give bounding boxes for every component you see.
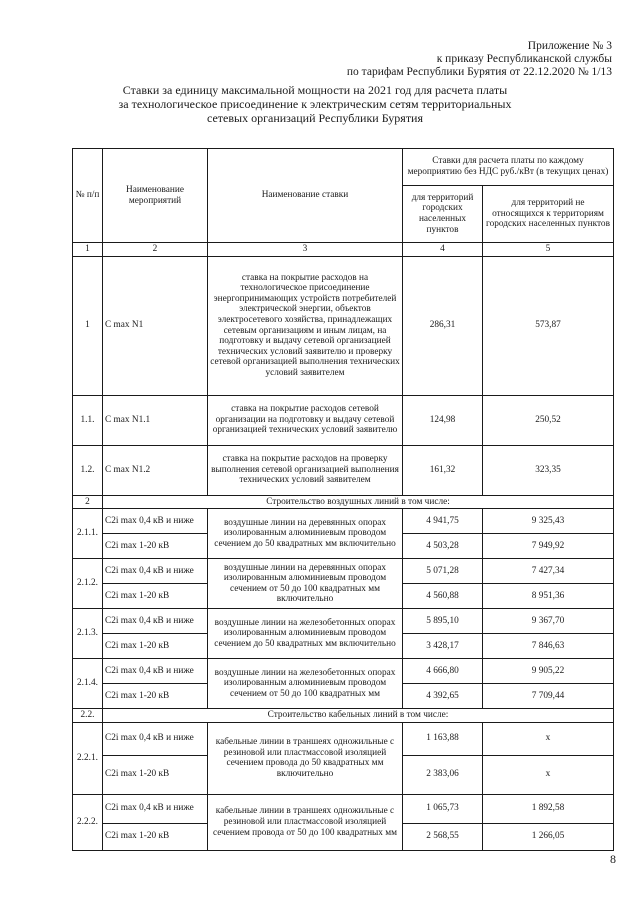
header-num: № п/п — [73, 149, 103, 243]
row-rate-name: кабельные линии в траншеях одножильные с резиновой или пластмассовой изоляцией сечением провода до 50 квадратных мм включительно — [208, 722, 403, 794]
row-event: C2i max 1-20 кВ — [103, 823, 208, 850]
table-row — [73, 509, 614, 534]
row-urban-value: 4 560,88 — [403, 584, 483, 609]
row-urban-value: 2 568,55 — [403, 823, 483, 850]
row-num: 2.1.2. — [73, 559, 103, 609]
row-rate-name: ставка на покрытие расходов на проверку выполнения сетевой организацией выполнения технических условий заявителем — [208, 445, 403, 495]
row-num: 2.1.1. — [73, 509, 103, 559]
row-urban-value: 1 163,88 — [403, 722, 483, 755]
table-row — [73, 256, 614, 395]
section-label: Строительство кабельных линий в том числе: — [103, 709, 614, 723]
row-event: C2i max 1-20 кВ — [103, 634, 208, 659]
table-header-row — [73, 149, 614, 186]
row-rural-value: x — [483, 722, 614, 755]
section-label: Строительство воздушных линий в том числе: — [103, 495, 614, 509]
row-rate-name: воздушные линии на деревянных опорах изолированным алюминиевым проводом сечением от 50 до 100 квадратных мм включительно — [208, 559, 403, 609]
row-urban-value: 4 941,75 — [403, 509, 483, 534]
table-row — [73, 445, 614, 495]
row-event: C2i max 0,4 кВ и ниже — [103, 722, 208, 755]
row-urban-value: 5 895,10 — [403, 609, 483, 634]
colnum: 3 — [208, 243, 403, 257]
table-row — [73, 395, 614, 445]
row-num: 1 — [73, 256, 103, 395]
row-rural-value: 7 949,92 — [483, 534, 614, 559]
table-row — [73, 659, 614, 684]
row-urban-value: 4 666,80 — [403, 659, 483, 684]
row-num: 1.1. — [73, 395, 103, 445]
row-urban-value: 4 392,65 — [403, 684, 483, 709]
row-event: C2i max 0,4 кВ и ниже — [103, 559, 208, 584]
colnum: 1 — [73, 243, 103, 257]
header-event: Наименование мероприятий — [103, 149, 208, 243]
colnum: 4 — [403, 243, 483, 257]
table-row — [73, 559, 614, 584]
title-line-3: сетевых организаций Республики Бурятия — [206, 111, 424, 125]
appendix-label: Приложение № 3 — [527, 40, 612, 52]
order-date-number: по тарифам Республики Бурятия от 22.12.2020 № 1/13 — [346, 66, 612, 78]
table-row — [73, 794, 614, 823]
row-rural-value: 1 892,58 — [483, 794, 614, 823]
row-rural-value: 573,87 — [483, 256, 614, 395]
row-event: C max N1 — [103, 256, 208, 395]
row-rural-value: 8 951,36 — [483, 584, 614, 609]
row-rural-value: 7 427,34 — [483, 559, 614, 584]
row-num: 2.1.4. — [73, 659, 103, 709]
row-rural-value: 9 367,70 — [483, 609, 614, 634]
row-event: C2i max 0,4 кВ и ниже — [103, 794, 208, 823]
document-title — [90, 83, 540, 125]
row-rural-value: 9 325,43 — [483, 509, 614, 534]
row-rate-name: воздушные линии на железобетонных опорах изолированным алюминиевым проводом сечением до 50 квадратных мм включительно — [208, 609, 403, 659]
row-event: C max N1.2 — [103, 445, 208, 495]
row-num: 2.2.1. — [73, 722, 103, 794]
header-rates-group: Ставки для расчета платы по каждому мероприятию без НДС руб./кВт (в текущих ценах) — [403, 149, 614, 186]
row-urban-value: 4 503,28 — [403, 534, 483, 559]
row-rural-value: 250,52 — [483, 395, 614, 445]
table-row — [73, 609, 614, 634]
row-rural-value: 7 846,63 — [483, 634, 614, 659]
row-rural-value: 323,35 — [483, 445, 614, 495]
header-rural: для территорий не относящихся к территориям городских населенных пунктов — [483, 186, 614, 243]
row-urban-value: 2 383,06 — [403, 755, 483, 794]
row-urban-value: 124,98 — [403, 395, 483, 445]
row-urban-value: 5 071,28 — [403, 559, 483, 584]
section-num: 2.2. — [73, 709, 103, 723]
page-number: 8 — [610, 852, 616, 866]
order-reference: к приказу Республиканской службы — [436, 53, 612, 65]
row-event: C2i max 0,4 кВ и ниже — [103, 659, 208, 684]
row-rate-name: ставка на покрытие расходов на технологическое присоединение энергопринимающих устройств потребителей электрической энергии, объектов электросетевого хозяйства, принадлежащих сетевым организациям и иным лицам, на подготовку и выдачу сетевой организацией технических условий заявителю и проверку сетевой организацией выполнения технических условий заявителем — [208, 256, 403, 395]
row-event: C max N1.1 — [103, 395, 208, 445]
header-rate-name: Наименование ставки — [208, 149, 403, 243]
column-number-row — [73, 243, 614, 257]
row-event: C2i max 1-20 кВ — [103, 684, 208, 709]
title-line-1: Ставки за единицу максимальной мощности на 2021 год для расчета платы — [122, 83, 508, 97]
row-rate-name: воздушные линии на железобетонных опорах изолированным алюминиевым проводом сечением от 50 до 100 квадратных мм — [208, 659, 403, 709]
row-event: C2i max 1-20 кВ — [103, 584, 208, 609]
row-rural-value: 7 709,44 — [483, 684, 614, 709]
colnum: 2 — [103, 243, 208, 257]
row-num: 2.1.3. — [73, 609, 103, 659]
row-urban-value: 1 065,73 — [403, 794, 483, 823]
section-row — [73, 709, 614, 723]
row-event: C2i max 0,4 кВ и ниже — [103, 509, 208, 534]
row-event: C2i max 1-20 кВ — [103, 755, 208, 794]
header-urban: для территорий городских населенных пунктов — [403, 186, 483, 243]
row-urban-value: 286,31 — [403, 256, 483, 395]
section-row — [73, 495, 614, 509]
row-event: C2i max 0,4 кВ и ниже — [103, 609, 208, 634]
colnum: 5 — [483, 243, 614, 257]
title-line-2: за технологическое присоединение к электрическим сетям территориальных — [118, 97, 512, 111]
row-rural-value: 9 905,22 — [483, 659, 614, 684]
document-header — [272, 40, 612, 79]
rates-table — [72, 148, 614, 851]
row-rate-name: ставка на покрытие расходов сетевой организации на подготовку и выдачу сетевой организацией технических условий заявителю — [208, 395, 403, 445]
row-urban-value: 161,32 — [403, 445, 483, 495]
table-row — [73, 722, 614, 755]
section-num: 2 — [73, 495, 103, 509]
row-num: 1.2. — [73, 445, 103, 495]
row-event: C2i max 1-20 кВ — [103, 534, 208, 559]
row-urban-value: 3 428,17 — [403, 634, 483, 659]
row-rural-value: 1 266,05 — [483, 823, 614, 850]
row-rate-name: воздушные линии на деревянных опорах изолированным алюминиевым проводом сечением до 50 квадратных мм включительно — [208, 509, 403, 559]
row-rate-name: кабельные линии в траншеях одножильные с резиновой или пластмассовой изоляцией сечением провода от 50 до 100 квадратных мм — [208, 794, 403, 850]
row-rural-value: x — [483, 755, 614, 794]
row-num: 2.2.2. — [73, 794, 103, 850]
